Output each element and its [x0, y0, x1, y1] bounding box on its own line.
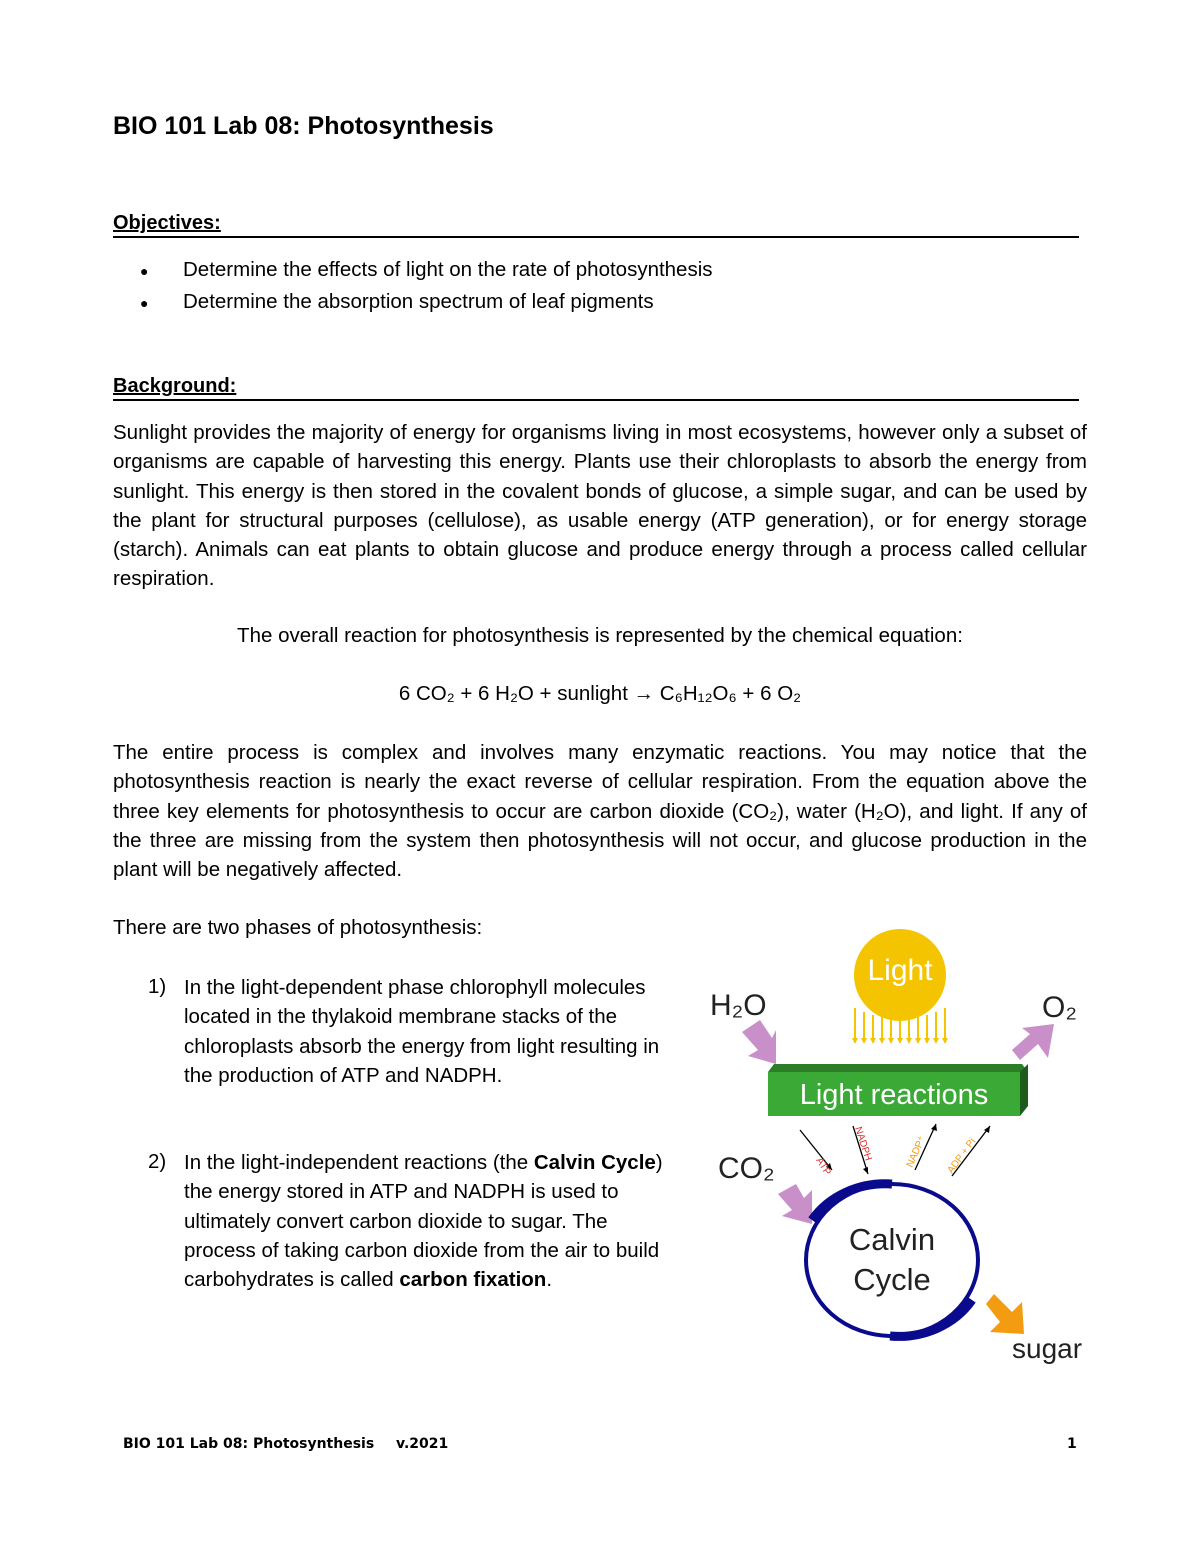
- bullet-icon: ●: [140, 263, 149, 279]
- calvin-cycle-ring: [806, 1184, 978, 1336]
- equation-intro: The overall reaction for photosynthesis is represented by the chemical equation:: [237, 624, 963, 647]
- objectives-list: [140, 255, 713, 318]
- objectives-heading-rule: [113, 212, 1079, 238]
- phase1-text: In the light-dependent phase chlorophyll molecules located in the thylakoid membrane stacks of the chloroplasts absorb the energy from light resulting in the production of ATP and NADPH.: [184, 976, 660, 1087]
- chemical-equation: 6 CO₂ + 6 H₂O + sunlight → C₆H₁₂O₆ + 6 O₂: [398, 682, 802, 705]
- objective-text: Determine the effects of light on the rate of photosynthesis: [183, 258, 713, 281]
- background-heading: Background:: [113, 375, 237, 397]
- phase2-number: 2): [148, 1150, 167, 1173]
- phase2-text-part: In the light-independent reactions (the: [184, 1151, 534, 1174]
- sugar-arrow-icon: [986, 1294, 1024, 1334]
- list-item: [140, 255, 713, 287]
- calvin-cycle-term: Calvin Cycle: [533, 1151, 656, 1174]
- list-item: [140, 287, 713, 319]
- objectives-heading: Objectives:: [113, 212, 221, 234]
- background-heading-rule: [113, 375, 1079, 401]
- phase2-text: [184, 1148, 684, 1294]
- phase2-text-part: .: [546, 1268, 553, 1292]
- bullet-icon: ●: [140, 294, 149, 311]
- h2o-label: H₂O: [710, 989, 767, 1022]
- page-title: BIO 101 Lab 08: Photosynthesis: [113, 112, 494, 140]
- photosynthesis-diagram: [690, 920, 1100, 1370]
- h2o-arrow-icon: [742, 1020, 776, 1064]
- carbon-fixation-term: carbon fixation: [399, 1268, 547, 1292]
- calvin-label-line1: Calvin: [848, 1222, 936, 1257]
- page-number: 1: [1067, 1436, 1077, 1452]
- co2-arrow-icon: [778, 1184, 812, 1224]
- light-box-side: [1020, 1064, 1028, 1116]
- nadph-arrowhead-icon: [863, 1167, 868, 1174]
- objective-text: Determine the absorption spectrum of leaf pigments: [183, 289, 654, 313]
- o2-label: O₂: [1042, 991, 1077, 1024]
- phase1-number: 1): [148, 975, 167, 998]
- background-paragraph-1: Sunlight provides the majority of energy for organisms living in most ecosystems, however only a subset of organisms are capable of harvesting this energy. Plants use their chloroplasts to absorb the energy from sunlight. This energy is then stored in the covalent bonds of glucose, a simple sugar, and can be used by the plant for structural purposes (cellulose), as usable energy (ATP generation), or for energy storage (starch). Animals can eat plants to obtain glucose and produce energy through a process called cellular respiration.: [113, 421, 1087, 591]
- light-reactions-label: Light reactions: [799, 1079, 989, 1111]
- footer-title: BIO 101 Lab 08: Photosynthesis: [123, 1436, 375, 1452]
- atp-label: ATP: [813, 1155, 833, 1178]
- calvin-label-line2: Cycle: [853, 1262, 931, 1297]
- co2-label: CO₂: [718, 1152, 775, 1185]
- nadph-label: NADPH: [852, 1125, 874, 1163]
- sugar-label: sugar: [1012, 1333, 1083, 1364]
- o2-arrow-icon: [1012, 1024, 1054, 1060]
- adp-pi-label: ADP + Pi: [945, 1136, 979, 1176]
- light-label: Light: [867, 954, 933, 987]
- nadp-arrowhead-icon: [931, 1124, 937, 1131]
- phase2-text-part: ) the energy stored in ATP and NADPH is used to ultimately convert carbon dioxide to sugar. The process of taking carbon dioxide from the air to build carbohydrates is called: [184, 1151, 663, 1292]
- footer-version: v.2021: [396, 1436, 449, 1452]
- phases-intro: There are two phases of photosynthesis:: [113, 916, 483, 939]
- background-paragraph-2: The entire process is complex and involves many enzymatic reactions. You may notice that the photosynthesis reaction is nearly the exact reverse of cellular respiration. From the equation above the three key elements for photosynthesis to occur are carbon dioxide (CO₂), water (H₂O), and light. If any of the three are missing from the system then photosynthesis will not occur, and glucose production in the plant will be negatively affected.: [113, 741, 1087, 882]
- light-box-top: [768, 1064, 1028, 1072]
- sun-ray-tips-icon: [852, 1038, 948, 1044]
- nadp-label: NADP⁺: [904, 1134, 929, 1170]
